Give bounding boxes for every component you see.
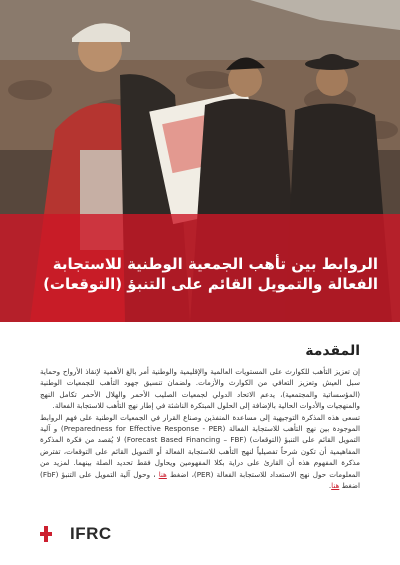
red-cross-crescent-icon bbox=[40, 525, 66, 543]
paragraph-links-end: . bbox=[328, 481, 332, 491]
paragraph-intro: إن تعزيز التأهب للكوارث على المستويات العالمية والإقليمية والوطنية أمر بالغ الأهمية لإنقاذ الأرواح وحماية سبل العيش وتعزيز التعافي من الكوارث والأزمات. ولضمان تنسيق جهود التأهب للجمعيات الوطنية (المؤسساتية والمجتمعية)، يدعم الاتحاد الدولي لجمعيات الصليب الأحمر والهلال الأحمر تكامل النهج والمنهجيات والأدوات الحالية بالإضافة إلى الحلول المبتكرة الناشئة في إطار نهج التأهب للاستجابة الفعالة. bbox=[40, 367, 360, 411]
logo-text: IFRC bbox=[70, 524, 112, 543]
link-fbf-here[interactable]: هنا bbox=[331, 481, 340, 491]
link-per-here[interactable]: هنا bbox=[158, 469, 167, 479]
section-heading: المقدمة bbox=[305, 343, 360, 359]
paragraph-links-text-b: ، وحول آلية التمويل على التنبؤ (FbF) اضغط bbox=[40, 469, 360, 491]
ifrc-logo bbox=[40, 524, 112, 544]
paragraph-links bbox=[40, 412, 360, 492]
document-title: الروابط بين تأهب الجمعية الوطنية للاستجابة الفعالة والتمويل القائم على التنبؤ (التوقعات) bbox=[43, 255, 378, 293]
paragraph-links-text-a: تسعى هذه المذكرة التوجيهية إلى مساعدة المنفذين وصناع القرار في الجمعيات الوطنية على فهم الروابط الموجودة بين نهج التأهب للاستجابة الفعالة (Preparedness for Effective Response - PER) و آلية التمويل القائم على التنبؤ (التوقعات) (Forecast Based Financing – FBF) لا يُقصد من فكرة المذكرة المفاهيمية أن تكون شرحاً تفصيلياً لنهج التأهب للاستجابة الفعالة أو التمويل القائم على التوقعات، تفترض مذكرة المفهوم هذه أن القارئ على دراية بكلا المفهومين ويحاول فقط تحديد الصلة بينهما. لمزيد من المعلومات حول نهج الاستعداد للاستجابة الفعالة (PER)، اضغط bbox=[40, 412, 360, 479]
body-text bbox=[40, 366, 360, 491]
